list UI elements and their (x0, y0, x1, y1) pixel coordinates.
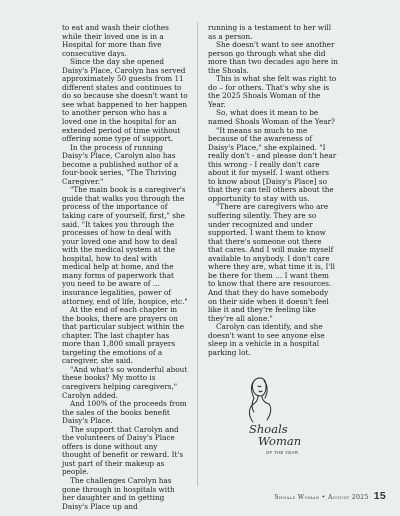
paragraph: In the process of running Daisy's Place, Carolyn also has become a published author of a four-book series, "The Thriving Caregiver." (62, 142, 179, 186)
paragraph: "The main book is a caregiver's guide that walks you through the process of the importance of taking care of yourself, first," she said. "It takes you through the processes of how to deal with your loved one and how to deal with the medical system at the hospital, how to deal with medical help at home, and the many forms of paperwork that you need to be aware of … insurance legalities, power of attorney, end of life, hospice, etc." (62, 185, 188, 306)
logo-wordmark-woman: Woman (258, 434, 302, 448)
paragraph: "It means so much to me because of the awareness of Daisy's Place," she explained. "I really don't - and please don't hear this wrong - I really don't care about it for myself. I want others to know about [Daisy's Place] so that they can tell others about the opportunity to stay with us. (208, 125, 337, 203)
page-footer (274, 490, 386, 502)
column-divider (197, 22, 198, 486)
page-number: 15 (373, 490, 386, 502)
paragraph: to eat and wash their clothes while their loved one is in a Hospital for more than five consecutive days. (62, 23, 169, 58)
paragraph: So, what does it mean to be named Shoals Woman of the Year? (208, 108, 335, 127)
paragraph: At the end of each chapter in the books, there are prayers on that particular subject within the chapter. The last chapter has more than 1,800 small prayers targeting the emotions of a caregiver, she said. (62, 305, 185, 366)
logo-wordmark-shoals: Shoals (249, 422, 288, 436)
paragraph: The support that Carolyn and the volunteers of Daisy's Place offers is done without any thought of benefit or reward. It's just part of their makeup as people. (62, 424, 184, 477)
article-column-left (62, 24, 188, 511)
footer-magazine-issue: Shoals Woman • August 2025 (274, 494, 369, 501)
logo-tagline: OF THE YEAR (266, 450, 299, 455)
article-column-right (208, 24, 338, 357)
paragraph: This is what she felt was right to do – for others. That's why she is the 2025 Shoals Woman of the Year. (208, 74, 337, 109)
paragraph: Carolyn can identify, and she doesn't want to see anyone else sleep in a vehicle in a hospital parking lot. (208, 322, 325, 357)
paragraph: running is a testament to her will as a person. (208, 23, 332, 41)
paragraph: Since the day she opened Daisy's Place, Carolyn has served approximately 50 guests from 11 different states and continues to do so because she doesn't want to see what happened to her happen to another person who has a loved one in the hospital for an extended period of time without offering some type of support. (62, 57, 188, 144)
paragraph: She doesn't want to see another person go through what she did more than two decades ago here in the Shoals. (208, 40, 338, 75)
paragraph: "And what's so wonderful about these books? My motto is caregivers helping caregivers," Carolyn added. (62, 364, 188, 400)
paragraph: "There are caregivers who are suffering silently. They are so under recognized and under supported. I want them to know that there's someone out there that cares. And I will make myself available to anybody. I don't care where they are, what time it is, I'll be there for them … I want them to know that there are resources. And that they do have somebody on their side when it doesn't feel like it and they're feeling like they're all alone." (208, 202, 335, 323)
paragraph: The challenges Carolyn has gone through in hospitals with her daughter and in getting Daisy's Place up and (62, 475, 175, 511)
paragraph: And 100% of the proceeds from the sales of the books benefit Daisy's Place. (62, 399, 187, 426)
